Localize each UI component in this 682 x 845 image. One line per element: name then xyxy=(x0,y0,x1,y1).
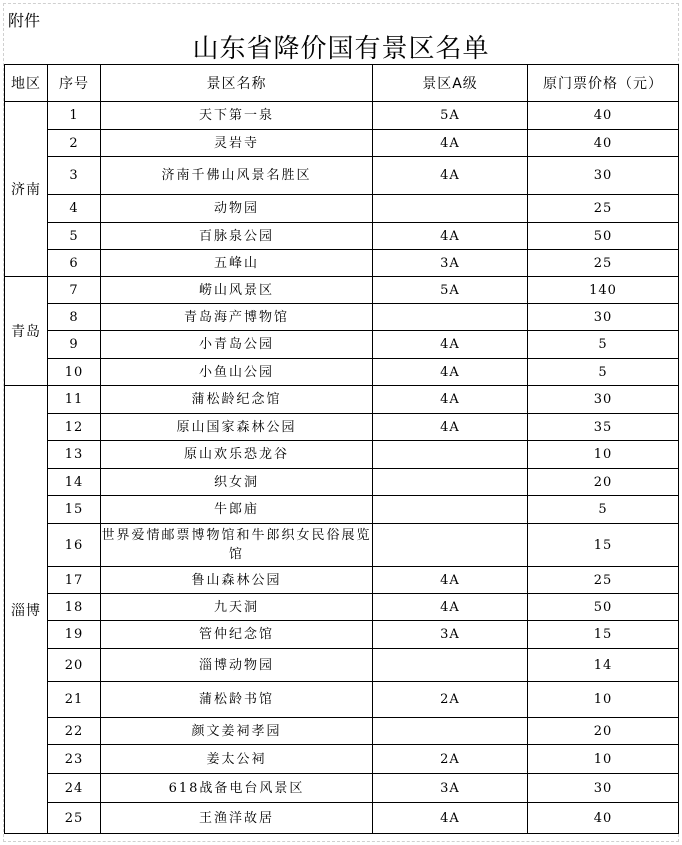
table-row xyxy=(5,130,679,157)
level-cell: 4A xyxy=(373,386,528,414)
level-cell: 3A xyxy=(373,621,528,649)
table-row xyxy=(5,331,679,359)
name-cell: 618战备电台风景区 xyxy=(101,774,373,803)
price-cell: 30 xyxy=(528,386,679,414)
level-cell: 4A xyxy=(373,414,528,441)
name-cell: 五峰山 xyxy=(101,250,373,277)
price-cell: 5 xyxy=(528,359,679,386)
table-row xyxy=(5,718,679,745)
price-cell: 5 xyxy=(528,331,679,359)
name-cell: 济南千佛山风景名胜区 xyxy=(101,157,373,195)
level-cell: 5A xyxy=(373,102,528,130)
price-cell: 30 xyxy=(528,304,679,331)
table-row xyxy=(5,250,679,277)
price-cell: 35 xyxy=(528,414,679,441)
number-cell: 5 xyxy=(48,223,101,250)
name-cell: 管仲纪念馆 xyxy=(101,621,373,649)
price-cell: 40 xyxy=(528,803,679,834)
number-cell: 12 xyxy=(48,414,101,441)
table-row xyxy=(5,803,679,834)
table-row xyxy=(5,304,679,331)
price-cell: 10 xyxy=(528,682,679,718)
name-cell: 百脉泉公园 xyxy=(101,223,373,250)
table-row xyxy=(5,524,679,567)
number-cell: 24 xyxy=(48,774,101,803)
name-cell: 王渔洋故居 xyxy=(101,803,373,834)
name-cell: 牛郎庙 xyxy=(101,496,373,524)
number-cell: 21 xyxy=(48,682,101,718)
table-body xyxy=(5,102,679,834)
level-cell xyxy=(373,524,528,567)
region-cell: 青岛 xyxy=(5,277,48,386)
level-cell: 2A xyxy=(373,682,528,718)
table-row xyxy=(5,386,679,414)
name-cell: 灵岩寺 xyxy=(101,130,373,157)
table-row xyxy=(5,359,679,386)
number-cell: 20 xyxy=(48,649,101,682)
name-cell: 蒲松龄纪念馆 xyxy=(101,386,373,414)
price-cell: 50 xyxy=(528,594,679,621)
header-name: 景区名称 xyxy=(101,65,373,102)
number-cell: 1 xyxy=(48,102,101,130)
table-row xyxy=(5,195,679,223)
level-cell: 4A xyxy=(373,594,528,621)
table-row xyxy=(5,414,679,441)
number-cell: 7 xyxy=(48,277,101,304)
name-cell: 淄博动物园 xyxy=(101,649,373,682)
table-row xyxy=(5,567,679,594)
price-cell: 40 xyxy=(528,102,679,130)
table-row xyxy=(5,469,679,496)
price-cell: 40 xyxy=(528,130,679,157)
price-cell: 20 xyxy=(528,718,679,745)
name-cell: 原山欢乐恐龙谷 xyxy=(101,441,373,469)
region-cell: 济南 xyxy=(5,102,48,277)
price-cell: 50 xyxy=(528,223,679,250)
price-cell: 15 xyxy=(528,621,679,649)
table-row xyxy=(5,441,679,469)
price-cell: 15 xyxy=(528,524,679,567)
name-cell: 织女洞 xyxy=(101,469,373,496)
number-cell: 25 xyxy=(48,803,101,834)
name-cell: 动物园 xyxy=(101,195,373,223)
name-cell: 天下第一泉 xyxy=(101,102,373,130)
name-cell: 崂山风景区 xyxy=(101,277,373,304)
level-cell xyxy=(373,469,528,496)
level-cell: 4A xyxy=(373,223,528,250)
table-row xyxy=(5,621,679,649)
level-cell: 4A xyxy=(373,157,528,195)
number-cell: 10 xyxy=(48,359,101,386)
price-cell: 5 xyxy=(528,496,679,524)
name-cell: 九天洞 xyxy=(101,594,373,621)
level-cell xyxy=(373,441,528,469)
level-cell: 5A xyxy=(373,277,528,304)
name-cell: 颜文姜祠孝园 xyxy=(101,718,373,745)
table-header-row xyxy=(5,65,679,102)
number-cell: 17 xyxy=(48,567,101,594)
number-cell: 8 xyxy=(48,304,101,331)
scenic-spot-table xyxy=(4,64,679,834)
table-row xyxy=(5,594,679,621)
name-cell: 姜太公祠 xyxy=(101,745,373,774)
price-cell: 140 xyxy=(528,277,679,304)
level-cell: 4A xyxy=(373,803,528,834)
region-cell: 淄博 xyxy=(5,386,48,834)
number-cell: 3 xyxy=(48,157,101,195)
number-cell: 11 xyxy=(48,386,101,414)
level-cell: 2A xyxy=(373,745,528,774)
name-cell: 世界爱情邮票博物馆和牛郎织女民俗展览馆 xyxy=(101,524,373,567)
number-cell: 6 xyxy=(48,250,101,277)
header-region: 地区 xyxy=(5,65,48,102)
table-row xyxy=(5,223,679,250)
name-cell: 青岛海产博物馆 xyxy=(101,304,373,331)
table-row xyxy=(5,277,679,304)
price-cell: 25 xyxy=(528,250,679,277)
number-cell: 4 xyxy=(48,195,101,223)
price-cell: 30 xyxy=(528,774,679,803)
level-cell: 4A xyxy=(373,331,528,359)
price-cell: 25 xyxy=(528,567,679,594)
name-cell: 原山国家森林公园 xyxy=(101,414,373,441)
header-number: 序号 xyxy=(48,65,101,102)
table-row xyxy=(5,682,679,718)
number-cell: 18 xyxy=(48,594,101,621)
table-row xyxy=(5,774,679,803)
number-cell: 13 xyxy=(48,441,101,469)
name-cell: 小鱼山公园 xyxy=(101,359,373,386)
level-cell: 3A xyxy=(373,250,528,277)
level-cell xyxy=(373,649,528,682)
number-cell: 22 xyxy=(48,718,101,745)
number-cell: 14 xyxy=(48,469,101,496)
table-row xyxy=(5,745,679,774)
price-cell: 20 xyxy=(528,469,679,496)
price-cell: 25 xyxy=(528,195,679,223)
table-row xyxy=(5,157,679,195)
name-cell: 鲁山森林公园 xyxy=(101,567,373,594)
level-cell: 4A xyxy=(373,567,528,594)
level-cell: 3A xyxy=(373,774,528,803)
level-cell: 4A xyxy=(373,359,528,386)
name-cell: 蒲松龄书馆 xyxy=(101,682,373,718)
price-cell: 14 xyxy=(528,649,679,682)
number-cell: 19 xyxy=(48,621,101,649)
number-cell: 9 xyxy=(48,331,101,359)
number-cell: 15 xyxy=(48,496,101,524)
name-cell: 小青岛公园 xyxy=(101,331,373,359)
level-cell: 4A xyxy=(373,130,528,157)
table-row xyxy=(5,649,679,682)
level-cell xyxy=(373,496,528,524)
annex-label: 附件 xyxy=(8,11,41,30)
level-cell xyxy=(373,718,528,745)
level-cell xyxy=(373,195,528,223)
number-cell: 16 xyxy=(48,524,101,567)
table-row xyxy=(5,102,679,130)
header-price: 原门票价格（元） xyxy=(528,65,679,102)
number-cell: 2 xyxy=(48,130,101,157)
price-cell: 10 xyxy=(528,745,679,774)
price-cell: 30 xyxy=(528,157,679,195)
header-level: 景区A级 xyxy=(373,65,528,102)
page-title: 山东省降价国有景区名单 xyxy=(192,34,490,64)
level-cell xyxy=(373,304,528,331)
number-cell: 23 xyxy=(48,745,101,774)
table-row xyxy=(5,496,679,524)
price-cell: 10 xyxy=(528,441,679,469)
